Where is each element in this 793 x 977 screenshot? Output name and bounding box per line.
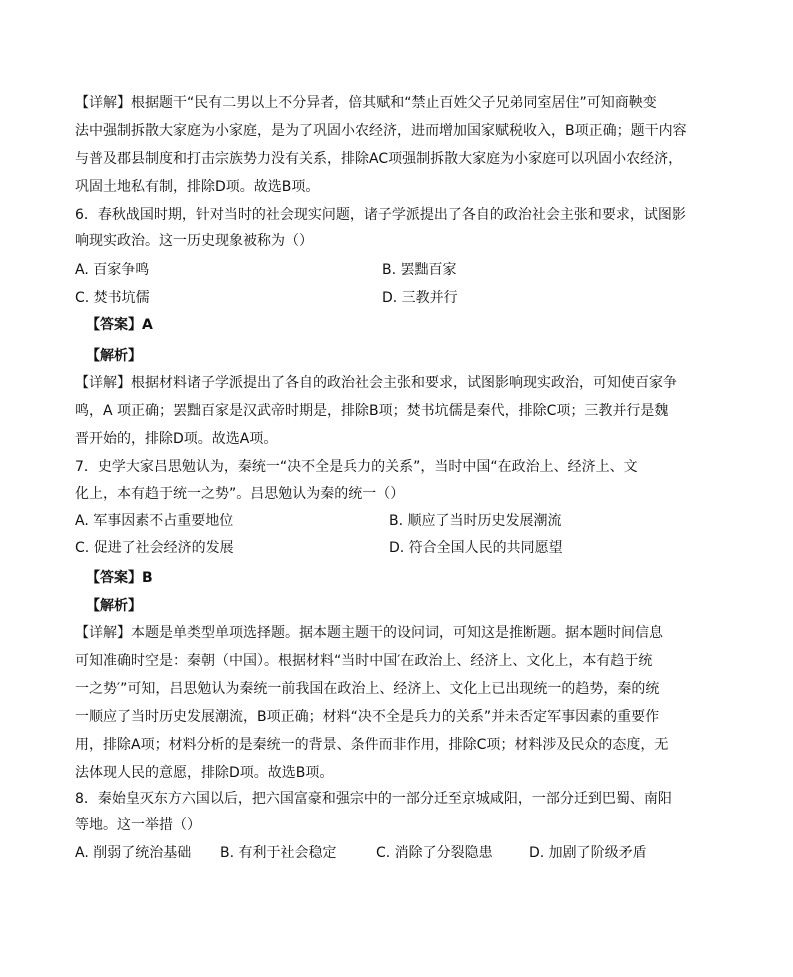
q6-option-c: C. 焚书坑儒 — [75, 290, 150, 306]
q5-explanation-line: 法中强制拆散大家庭为小家庭，是为了巩固小农经济，进而增加国家赋税收入，B项正确；题干内容 — [75, 123, 687, 139]
q7-analysis-label: 【解析】 — [86, 598, 142, 614]
q8-option-c: C. 消除了分裂隐患 — [376, 845, 493, 861]
q6-explanation-line: 鸣，A 项正确；罢黜百家是汉武帝时期是，排除B项；焚书坑儒是秦代，排除C项；三教并行是魏 — [75, 403, 669, 419]
q7-explanation-line: 一顺应了当时历史发展潮流，B项正确；材料“决不全是兵力的关系”并未否定军事因素的重要作 — [75, 709, 660, 725]
q6-analysis-label: 【解析】 — [86, 348, 142, 364]
q7-explanation-line: 一之势′”可知，吕思勉认为秦统一前我国在政治上、经济上、文化上已出现统一的趋势，秦的统 — [75, 681, 660, 697]
q8-stem-line: 等地。这一举措（） — [75, 817, 201, 833]
q5-explanation-line: 巩固土地私有制，排除D项。故选B项。 — [75, 179, 320, 195]
q7-option-b: B. 顺应了当时历史发展潮流 — [389, 513, 562, 529]
q6-stem-line: 6．春秋战国时期，针对当时的社会现实问题，诸子学派提出了各自的政治社会主张和要求，试图影 — [75, 207, 686, 223]
q6-explanation-line: 【详解】根据材料诸子学派提出了各自的政治社会主张和要求，试图影响现实政治，可知使百家争 — [75, 375, 677, 391]
q6-explanation-line: 晋开始的，排除D项。故选A项。 — [75, 431, 278, 447]
q6-answer: 【答案】A — [86, 317, 153, 333]
q8-option-a: A. 削弱了统治基础 — [75, 845, 192, 861]
q5-explanation-line: 【详解】根据题干“民有二男以上不分异者，倍其赋和“禁止百姓父子兄弟同室居住”可知商鞅变 — [75, 95, 657, 111]
q7-explanation-line: 【详解】本题是单类型单项选择题。据本题主题干的设问词，可知这是推断题。据本题时间信息 — [75, 625, 663, 641]
q6-option-d: D. 三教并行 — [382, 290, 458, 306]
q6-stem-line: 响现实政治。这一历史现象被称为（） — [75, 233, 313, 249]
q5-explanation-line: 与普及郡县制度和打击宗族势力没有关系，排除AC项强制拆散大家庭为小家庭可以巩固小农经济， — [75, 151, 683, 167]
q7-explanation-line: 法体现人民的意愿，排除D项。故选B项。 — [75, 765, 334, 781]
q7-option-c: C. 促进了社会经济的发展 — [75, 540, 234, 556]
q6-option-a: A. 百家争鸣 — [75, 262, 150, 278]
q7-explanation-line: 可知准确时空是：秦朝（中国）。根据材料“当时中国′在政治上、经济上、文化上，本有趋于统 — [75, 653, 653, 669]
q7-explanation-line: 用，排除A项；材料分析的是秦统一的背景、条件而非作用，排除C项；材料涉及民众的态度，无 — [75, 737, 669, 753]
q8-option-d: D. 加剧了阶级矛盾 — [529, 845, 647, 861]
q7-stem-line: 化上，本有趋于统一之势”。吕思勉认为秦的统一（） — [75, 486, 405, 502]
q6-option-b: B. 罢黜百家 — [382, 262, 457, 278]
q7-option-d: D. 符合全国人民的共同愿望 — [389, 540, 563, 556]
q8-stem-line: 8．秦始皇灭东方六国以后，把六国富豪和强宗中的一部分迁至京城咸阳，一部分迁到巴蜀、南阳 — [75, 791, 672, 807]
q8-option-b: B. 有利于社会稳定 — [220, 845, 337, 861]
q7-answer: 【答案】B — [86, 570, 153, 586]
q7-stem-line: 7．史学大家吕思勉认为，秦统一“决不全是兵力的关系”，当时中国“在政治上、经济上、文 — [75, 459, 638, 475]
q7-option-a: A. 军事因素不占重要地位 — [75, 513, 234, 529]
